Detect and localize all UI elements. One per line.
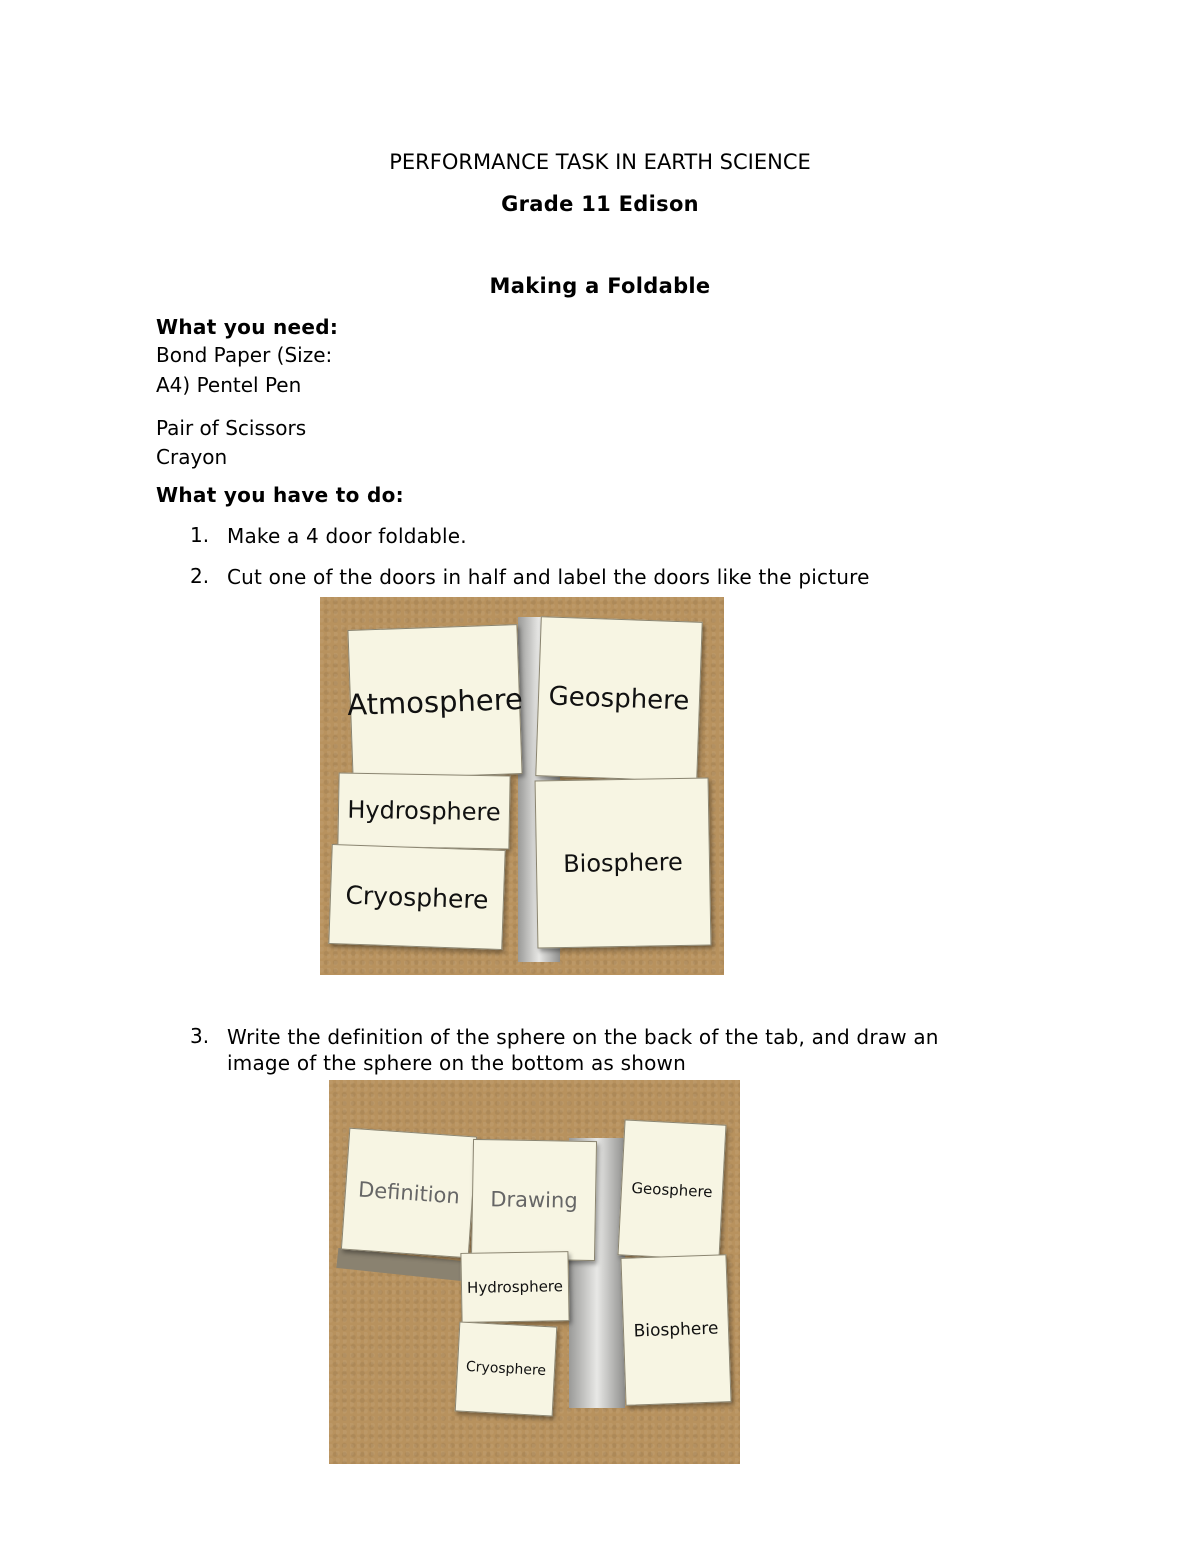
tab-hydrosphere-2 [460,1251,569,1323]
step-text-3-line-2: image of the sphere on the bottom as shown [227,1051,686,1075]
tab-cryosphere [328,844,505,950]
tab-cryosphere-2-label: Cryosphere [465,1358,547,1380]
document-title: PERFORMANCE TASK IN EARTH SCIENCE [389,150,811,174]
tab-drawing-label: Drawing [490,1187,578,1213]
step-text-2: Cut one of the doors in half and label the doors like the picture [227,565,870,589]
instructions-heading: What you have to do: [156,483,404,507]
tab-biosphere [535,777,712,948]
tab-definition [341,1128,477,1259]
tab-cryosphere-2 [455,1321,558,1416]
tab-biosphere-2 [620,1254,731,1406]
materials-heading: What you need: [156,315,339,339]
activity-title: Making a Foldable [489,274,711,298]
foldable-photo-opened [329,1080,740,1464]
tab-geosphere-2-label: Geosphere [630,1178,713,1202]
tab-geosphere [535,616,702,782]
materials-line-4: Crayon [156,445,228,469]
tab-hydrosphere-2-label: Hydrosphere [466,1277,564,1297]
tab-geosphere-label: Geosphere [548,681,690,717]
tab-biosphere-label: Biosphere [562,847,684,879]
step-number-1: 1. [190,523,210,547]
document-subtitle: Grade 11 Edison [501,192,699,216]
materials-line-1: Bond Paper (Size: [156,343,333,367]
tab-hydrosphere [337,773,510,850]
materials-line-2: A4) Pentel Pen [156,373,302,397]
step-text-1: Make a 4 door foldable. [227,524,467,548]
tab-drawing [471,1139,597,1261]
tab-geosphere-2 [618,1119,727,1260]
step-text-3-line-1: Write the definition of the sphere on the back of the tab, and draw an [227,1025,939,1049]
tab-definition-label: Definition [357,1177,461,1209]
step-number-3: 3. [190,1024,210,1048]
step-number-2: 2. [190,564,210,588]
tab-atmosphere-label: Atmosphere [346,681,524,723]
tab-atmosphere [347,624,522,780]
tab-cryosphere-label: Cryosphere [345,880,489,914]
foldable-photo-labeled [320,597,724,975]
tab-biosphere-2-label: Biosphere [633,1318,719,1342]
tab-hydrosphere-label: Hydrosphere [347,795,501,827]
materials-line-3: Pair of Scissors [156,416,307,440]
